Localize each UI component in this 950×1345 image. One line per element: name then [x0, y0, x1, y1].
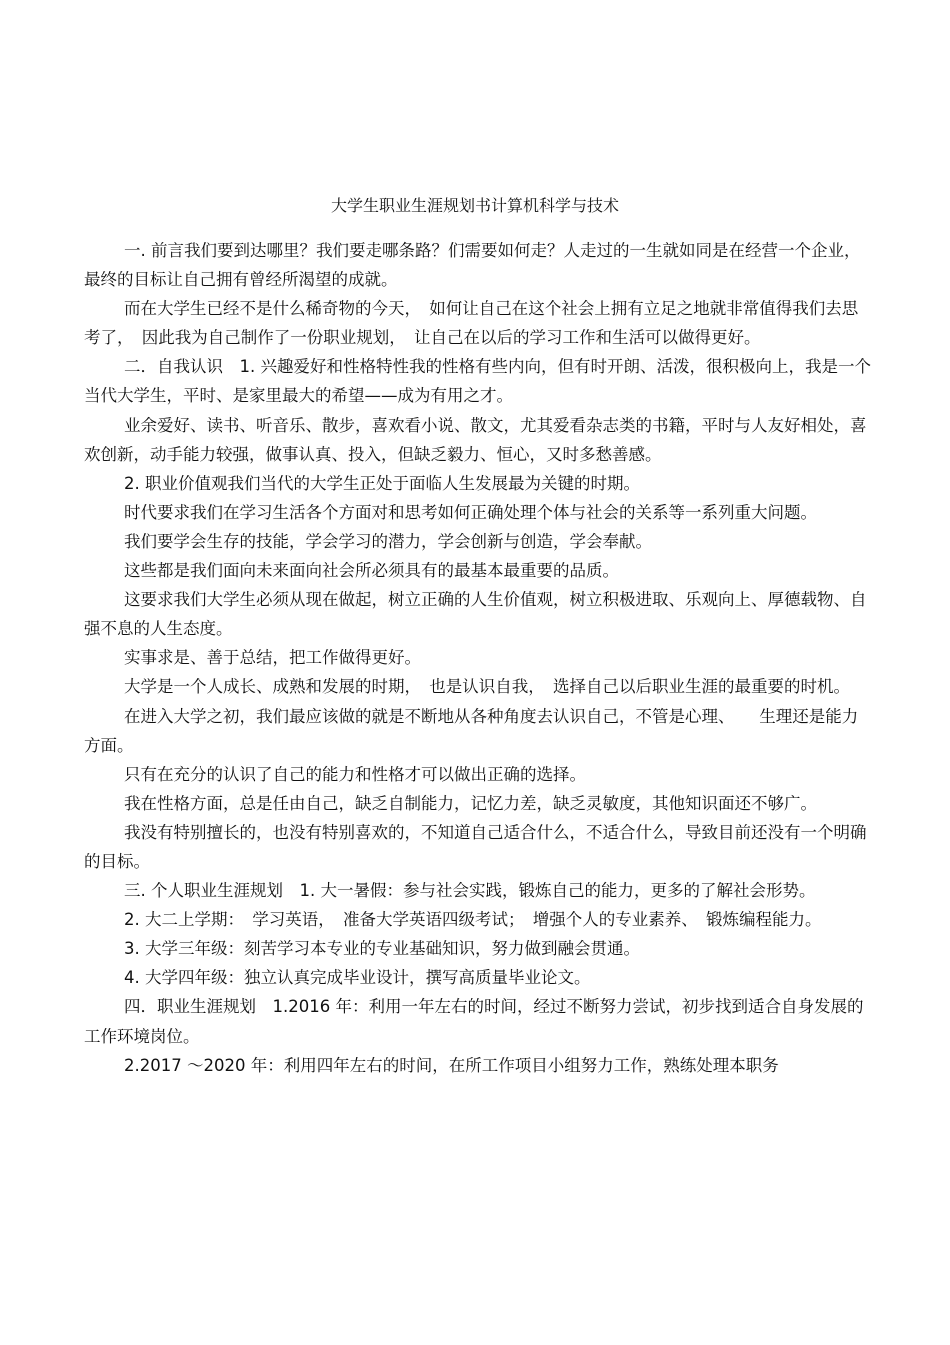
- paragraph: 这要求我们大学生必须从现在做起，树立正确的人生价值观，树立积极进取、乐观向上、厚德载物、自强不息的人生态度。: [84, 590, 867, 639]
- paragraph: 而在大学生已经不是什么稀奇物的今天， 如何让自己在这个社会上拥有立足之地就非常值得我们去思考了， 因此我为自己制作了一份职业规划， 让自己在以后的学习工作和生活可以做得更好。: [84, 299, 859, 348]
- paragraph: 2. 职业价值观我们当代的大学生正处于面临人生发展最为关键的时期。: [124, 473, 640, 493]
- paragraph: 我们要学会生存的技能，学会学习的潜力，学会创新与创造，学会奉献。: [124, 531, 652, 551]
- paragraph: 实事求是、善于总结，把工作做得更好。: [124, 648, 421, 668]
- paragraph: 2. 大二上学期： 学习英语， 准备大学英语四级考试； 增强个人的专业素养、 锻炼编程能力。: [124, 910, 822, 930]
- paragraph: 业余爱好、读书、听音乐、散步，喜欢看小说、散文，尤其爱看杂志类的书籍，平时与人友好相处，喜欢创新，动手能力较强，做事认真、投入，但缺乏毅力、恒心，又时多愁善感。: [84, 415, 867, 464]
- paragraph: 在进入大学之初，我们最应该做的就是不断地从各种角度去认识自己，不管是心理、 生理还是能力方面。: [84, 706, 859, 755]
- document-title: 大学生职业生涯规划书计算机科学与技术: [330, 196, 619, 215]
- paragraph: 三. 个人职业生涯规划 1. 大一暑假：参与社会实践，锻炼自己的能力，更多的了解社会形势。: [124, 881, 816, 901]
- paragraph: 二．自我认识 1. 兴趣爱好和性格特性我的性格有些内向，但有时开朗、活泼，很积极向上，我是一个当代大学生，平时、是家里最大的希望——成为有用之才。: [84, 357, 871, 406]
- paragraph: 时代要求我们在学习生活各个方面对和思考如何正确处理个体与社会的关系等一系列重大问题。: [124, 502, 817, 522]
- paragraph: 一. 前言我们要到达哪里？我们要走哪条路？们需要如何走？人走过的一生就如同是在经营一个企业，最终的目标让自己拥有曾经所渴望的成就。: [84, 241, 861, 290]
- paragraph: 2.2017 ～2020 年：利用四年左右的时间，在所工作项目小组努力工作，熟练处理本职务: [124, 1055, 779, 1075]
- paragraph: 这些都是我们面向未来面向社会所必须具有的最基本最重要的品质。: [124, 561, 619, 581]
- paragraph: 四．职业生涯规划 1.2016 年：利用一年左右的时间，经过不断努力尝试，初步找到适合自身发展的工作环境岗位。: [84, 997, 864, 1046]
- paragraph: 大学是一个人成长、成熟和发展的时期， 也是认识自我， 选择自己以后职业生涯的最重要的时机。: [124, 677, 850, 697]
- paragraph: 3. 大学三年级：刻苦学习本专业的专业基础知识，努力做到融会贯通。: [124, 939, 640, 959]
- paragraph: 只有在充分的认识了自己的能力和性格才可以做出正确的选择。: [124, 764, 586, 784]
- paragraph: 我没有特别擅长的，也没有特别喜欢的，不知道自己适合什么，不适合什么，导致目前还没有一个明确的目标。: [84, 822, 867, 871]
- paragraph: 我在性格方面，总是任由自己，缺乏自制能力，记忆力差，缺乏灵敏度，其他知识面还不够广。: [124, 793, 817, 813]
- document-body: [84, 236, 874, 1080]
- paragraph: 4. 大学四年级：独立认真完成毕业设计，撰写高质量毕业论文。: [124, 968, 591, 988]
